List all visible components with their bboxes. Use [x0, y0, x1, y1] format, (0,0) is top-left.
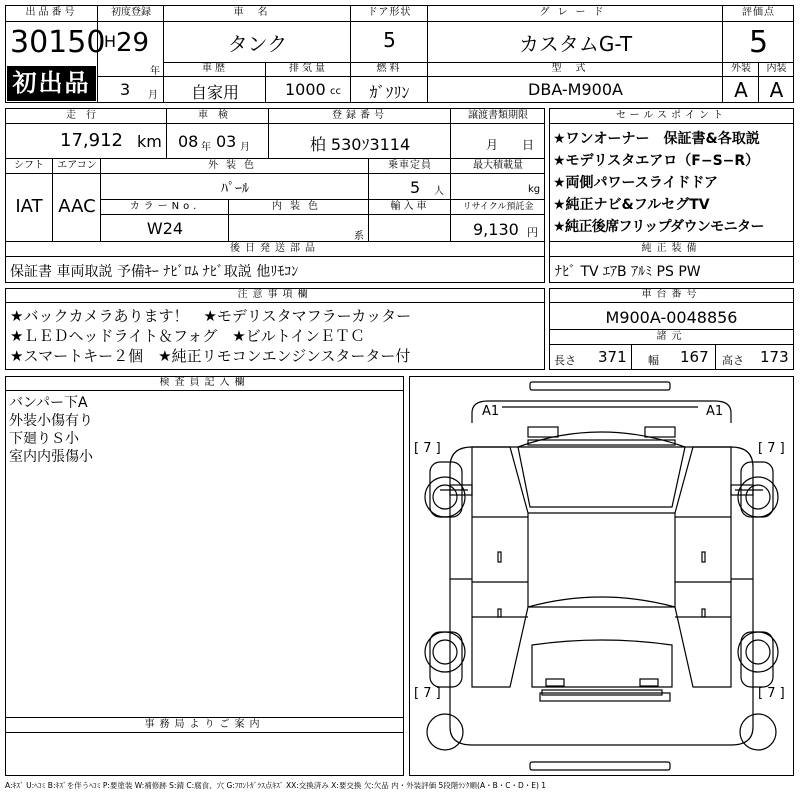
equipment: ﾅﾋﾞ TV ｴｱB ｱﾙﾐ PS PW: [555, 264, 701, 280]
note-line: ★スマートキー２個 ★純正リモコンエンジンスターター付: [10, 347, 411, 365]
load-unit: kg: [528, 184, 541, 195]
inspector-line: 下廻りＳ小: [9, 431, 79, 447]
damage-mark-left-rear: [ 7 ]: [414, 686, 441, 701]
interior-label: 内装色: [272, 201, 326, 212]
reg-year: 29: [116, 28, 150, 58]
notes-list: [10, 306, 411, 366]
lot-label: 出品番号: [25, 7, 78, 18]
height-label: 高さ: [722, 354, 744, 367]
model-label: 型式: [551, 63, 600, 74]
mileage-label: 走行: [66, 110, 106, 121]
model: DBA-M900A: [528, 80, 623, 99]
import-cell: [369, 215, 451, 242]
inspector-notes: [9, 394, 93, 466]
transfer-month-unit: 月: [486, 138, 499, 152]
sales-point: ★モデリスタエアロ（F−S−R）: [553, 153, 760, 169]
inspection-label: 車検: [198, 110, 238, 121]
reg-label: 初度登録: [111, 7, 151, 18]
recycle-unit: 円: [527, 226, 538, 239]
score: 5: [748, 25, 769, 60]
fuel: ｶﾞｿﾘﾝ: [369, 83, 410, 102]
reg-month-divider: [98, 76, 164, 77]
chassis-number: M900A-0048856: [605, 308, 738, 327]
history: 自家用: [190, 83, 239, 102]
ac: AAC: [58, 196, 96, 217]
insp-month-unit: 月: [240, 142, 250, 153]
plate-label: 登録番号: [332, 110, 388, 121]
width: 167: [680, 348, 709, 366]
note-line: ★ＬＥＤヘッドライト＆フォグ ★ビルトインＥＴＣ: [10, 327, 365, 345]
later-parts: 保証書 車両取説 予備ｷｰ ﾅﾋﾞﾛﾑ ﾅﾋﾞ取説 他ﾘﾓｺﾝ: [10, 264, 299, 280]
plate: 柏 530ｿ3114: [309, 135, 411, 154]
shift-label: シフト: [14, 160, 44, 171]
interior-unit: 系: [354, 231, 364, 242]
office-label: 事務局よりご案内: [144, 719, 265, 730]
transfer-day-unit: 日: [522, 138, 535, 152]
ext-label: 外装: [731, 63, 751, 74]
interior-cell: [229, 215, 369, 242]
inspector-line: 室内内張傷小: [9, 449, 93, 465]
note-line: ★バックカメラあります！ ★モデリスタマフラーカッター: [10, 307, 412, 325]
door-label: ドア形状: [367, 7, 412, 18]
later-parts-label: 後日発送部品: [230, 243, 320, 254]
capacity-label: 乗車定員: [388, 160, 432, 171]
insp-month: 03: [216, 132, 237, 151]
chassis-label: 車台番号: [641, 289, 702, 300]
color: ﾊﾟｰﾙ: [221, 181, 249, 197]
damage-mark-right-front: [ 7 ]: [758, 441, 785, 456]
inspector-line: バンパー下A: [9, 395, 88, 411]
damage-mark-front-left: A1: [482, 404, 500, 419]
recycle: 9,130: [473, 220, 519, 239]
colorno-label: カラーNo.: [129, 201, 201, 212]
car-diagram: [410, 377, 793, 775]
sales-point: ★純正後席フリップダウンモニター: [553, 219, 764, 235]
damage-mark-right-rear: [ 7 ]: [758, 686, 785, 701]
capacity-unit: 人: [434, 186, 444, 197]
reg-month-unit: 月: [148, 90, 158, 101]
color-label: 外装色: [208, 160, 262, 171]
notes-label: 注意事項欄: [237, 289, 313, 300]
sales-label: セールスポイント: [615, 110, 728, 121]
mileage-unit: km: [137, 132, 162, 151]
door-count: 5: [383, 28, 396, 52]
reg-month: 3: [120, 80, 131, 99]
first-listing-label: 初出品: [12, 69, 91, 97]
insp-year-unit: 年: [201, 142, 211, 153]
sales-point: ★純正ナビ&フルセグTV: [553, 197, 710, 213]
grade-label: グレード: [539, 7, 612, 18]
score-label: 評価点: [742, 7, 775, 18]
int-grade: A: [769, 78, 784, 102]
ac-label: エアコン: [57, 160, 97, 171]
damage-mark-front-right: A1: [706, 404, 724, 419]
insp-year: 08: [178, 132, 199, 151]
reg-year-unit: 年: [150, 66, 160, 77]
recycle-label: リサイクル預託金: [462, 202, 534, 212]
width-label: 幅: [648, 354, 659, 367]
reg-era: H: [104, 32, 117, 51]
lot-number: 30150: [10, 25, 106, 60]
disp-label: 排気量: [289, 63, 328, 74]
height: 173: [760, 348, 789, 366]
int-label: 内装: [766, 63, 787, 74]
car-name: タンク: [227, 32, 288, 56]
sales-point: ★ワンオーナー 保証書&各取説: [553, 131, 760, 147]
disp-unit: cc: [330, 86, 341, 97]
car-diagram-section: [409, 376, 794, 776]
transfer-label: 譲渡書類期限: [468, 110, 528, 121]
mileage: 17,912: [60, 130, 123, 151]
grade: カスタムG-T: [518, 32, 633, 56]
legend: A:ｷｽﾞ U:ﾍｺﾐ B:ｷｽﾞを伴うﾍｺﾐ P:要塗装 W:補修跡 S:錆 C:腐食、穴 G:ﾌﾛﾝﾄｶﾞﾗｽ点ｷｽﾞ XX:交換済み X:要交換 欠:欠品 内・外装評価 5段階ﾗﾝｸ順(A・B・C・D・E) 1: [5, 781, 547, 790]
load-label: 最大積載量: [473, 160, 523, 171]
fuel-label: 燃料: [376, 63, 403, 74]
ext-grade: A: [734, 78, 748, 102]
capacity: 5: [410, 178, 421, 197]
length: 371: [598, 348, 627, 366]
history-label: 車歴: [202, 63, 228, 74]
length-label: 長さ: [554, 354, 576, 367]
equipment-label: 純正装備: [641, 243, 702, 254]
displacement: 1000: [285, 80, 326, 99]
inspector-label: 検査員記入欄: [159, 377, 250, 388]
color-no: W24: [146, 219, 184, 238]
inspector-line: 外装小傷有り: [9, 413, 93, 429]
dims-label: 諸元: [656, 331, 687, 342]
import-label: 輸入車: [390, 201, 430, 212]
damage-mark-left-front: [ 7 ]: [414, 441, 441, 456]
shift: IAT: [15, 196, 43, 217]
name-label: 車名: [233, 7, 282, 18]
sales-points-list: [553, 128, 793, 238]
sales-point: ★両側パワースライドドア: [553, 175, 719, 191]
